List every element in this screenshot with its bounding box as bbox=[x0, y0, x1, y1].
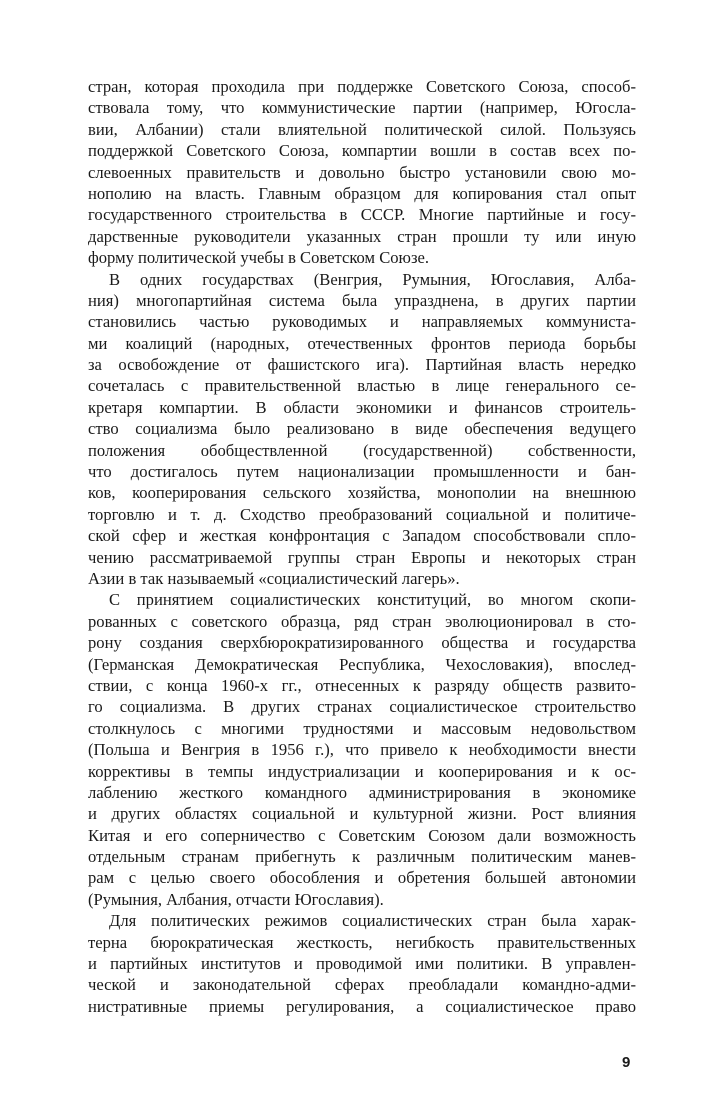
text-line: Азии в так называемый «социалистический лагерь». bbox=[88, 568, 460, 588]
text-line: рону создания сверхбюрократизированного общества и государства bbox=[88, 633, 636, 653]
text-line: лаблению жесткого командного администрирования в экономике bbox=[88, 782, 636, 802]
text-line: стран, которая проходила при поддержке Советского Союза, способ- bbox=[88, 77, 636, 96]
text-line: нополию на власть. Главным образцом для копирования стал опыт bbox=[88, 183, 636, 203]
text-line: и других областях социальной и культурной жизни. Рост влияния bbox=[88, 804, 636, 824]
text-line: торговлю и т. д. Сходство преобразований социальной и политиче- bbox=[88, 504, 636, 524]
text-line: отдельным странам прибегнуть к различным политическим манев- bbox=[88, 847, 636, 867]
text-line: ми коалиций (народных, отечественных фронтов периода борьбы bbox=[88, 333, 636, 353]
text-line: терна бюрократическая жесткость, негибкость правительственных bbox=[88, 932, 636, 952]
text-line: (Румыния, Албания, отчасти Югославия). bbox=[88, 889, 384, 909]
paragraph bbox=[88, 76, 636, 269]
text-line: го социализма. В других странах социалистическое строительство bbox=[88, 697, 636, 717]
text-line: что достигалось путем национализации промышленности и бан- bbox=[88, 462, 636, 482]
text-line: за освобождение от фашистского ига). Партийная власть нередко bbox=[88, 355, 636, 375]
paragraph bbox=[88, 910, 636, 1017]
text-line: ния) многопартийная система была упразднена, в других партии bbox=[88, 290, 636, 310]
text-line: ствовала тому, что коммунистические партии (например, Югосла- bbox=[88, 98, 636, 118]
text-line: нистративные приемы регулирования, а социалистическое право bbox=[88, 996, 636, 1016]
text-line: положения обобществленной (государственной) собственности, bbox=[88, 440, 636, 460]
text-line: ство социализма было реализовано в виде обеспечения ведущего bbox=[88, 419, 636, 439]
paragraph bbox=[88, 269, 636, 590]
page-number: 9 bbox=[622, 1054, 631, 1071]
text-line: (Польша и Венгрия в 1956 г.), что привело к необходимости внести bbox=[88, 740, 636, 760]
text-line: становились частью руководимых и направляемых коммуниста- bbox=[88, 312, 636, 332]
text-line: вии, Албании) стали влиятельной политической силой. Пользуясь bbox=[88, 119, 636, 139]
text-line: рам с целью своего обособления и обретения большей автономии bbox=[88, 868, 636, 888]
text-line: ствии, с конца 1960-х гг., отнесенных к разряду обществ развито- bbox=[88, 675, 636, 695]
text-line: С принятием социалистических конституций, во многом скопи- bbox=[109, 590, 636, 610]
text-line: поддержкой Советского Союза, компартии вошли в состав всех по- bbox=[88, 141, 636, 161]
text-line: дарственные руководители указанных стран прошли ту или иную bbox=[88, 226, 636, 246]
text-line: рованных с советского образца, ряд стран эволюционировал в сто- bbox=[88, 611, 636, 631]
text-line: (Германская Демократическая Республика, Чехословакия), впослед- bbox=[88, 654, 636, 674]
text-line: чению рассматриваемой группы стран Европы и некоторых стран bbox=[88, 547, 636, 567]
text-line: Для политических режимов социалистических стран была харак- bbox=[109, 911, 636, 931]
paragraph bbox=[88, 589, 636, 910]
text-line: кретаря компартии. В области экономики и финансов строитель- bbox=[88, 397, 636, 417]
text-line: ческой и законодательной сферах преобладали командно-адми- bbox=[88, 975, 636, 995]
text-line: Китая и его соперничество с Советским Союзом дали возможность bbox=[88, 825, 636, 845]
text-line: В одних государствах (Венгрия, Румыния, Югославия, Алба- bbox=[109, 269, 636, 289]
text-line: ков, кооперирования сельского хозяйства, монополии на внешнюю bbox=[88, 483, 636, 503]
text-line: и партийных институтов и проводимой ими политики. В управлен- bbox=[88, 954, 636, 974]
text-line: государственного строительства в СССР. Многие партийные и госу- bbox=[88, 205, 636, 225]
text-line: столкнулось с многими трудностями и массовым недовольством bbox=[88, 718, 636, 738]
text-line: коррективы в темпы индустриализации и кооперирования и к ос- bbox=[88, 761, 636, 781]
body-text bbox=[88, 76, 636, 1017]
text-line: ской сфер и жесткая конфронтация с Западом способствовали спло- bbox=[88, 526, 636, 546]
text-line: форму политической учебы в Советском Союзе. bbox=[88, 248, 430, 268]
text-line: сочеталась с правительственной властью в лице генерального се- bbox=[88, 376, 636, 396]
text-line: слевоенных правительств и довольно быстро установили свою мо- bbox=[88, 162, 636, 182]
